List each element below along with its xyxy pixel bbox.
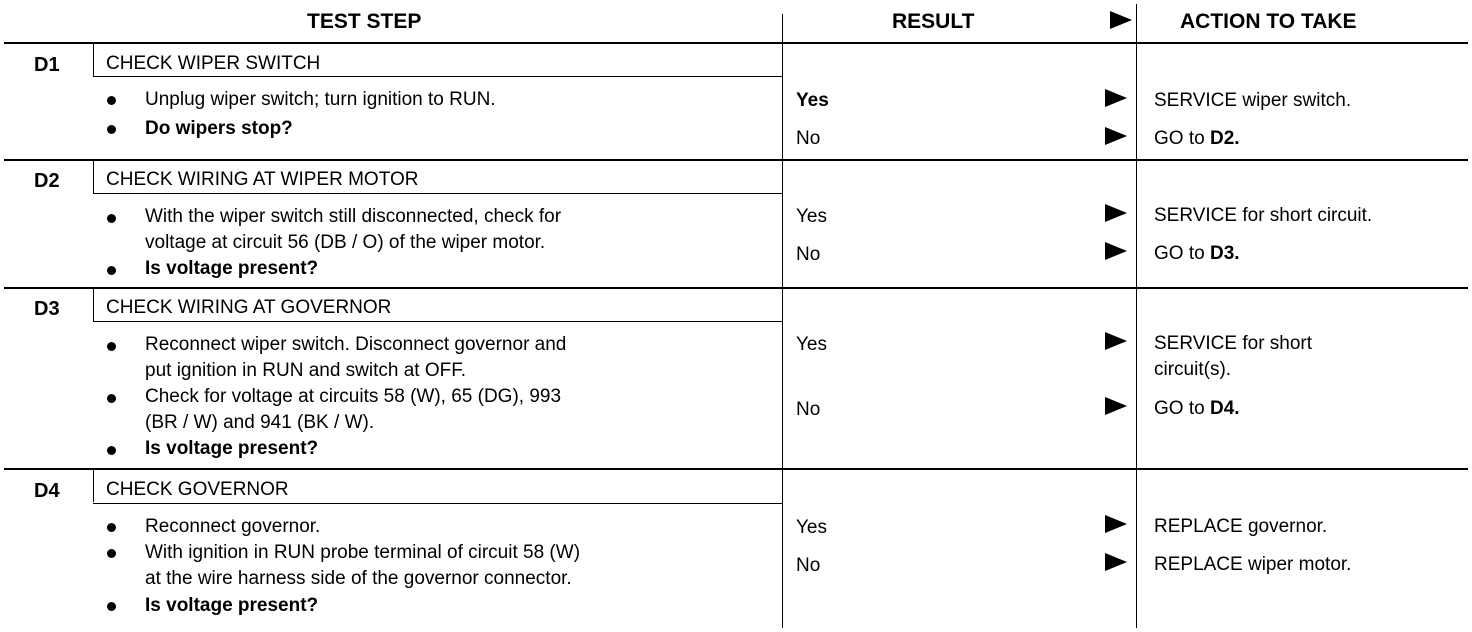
bullet-icon [107, 602, 116, 611]
d3-line-1: Reconnect wiper switch. Disconnect governor and [145, 334, 567, 355]
d4-line-1: Reconnect governor. [145, 516, 321, 537]
d3-action-yes-cont: circuit(s). [1154, 359, 1232, 380]
d4-action-no: REPLACE wiper motor. [1154, 554, 1352, 575]
d1-id-divider [93, 44, 94, 76]
d1-result-yes: Yes [796, 90, 829, 111]
d4-line-3: at the wire harness side of the governor connector. [145, 568, 572, 589]
arrow-icon [1105, 89, 1127, 107]
bullet-icon [107, 523, 116, 532]
d4-top-rule [4, 468, 1468, 470]
d2-top-rule [4, 159, 1468, 161]
arrow-icon [1105, 397, 1127, 415]
d3-line-3: Check for voltage at circuits 58 (W), 65 (DG), 993 [145, 386, 562, 407]
arrow-icon [1105, 553, 1127, 571]
bullet-icon [107, 342, 116, 351]
d4-title-rule [93, 503, 782, 504]
bullet-icon [107, 446, 116, 455]
bullet-icon [107, 125, 116, 134]
bullet-icon [107, 96, 116, 105]
bullet-icon [107, 214, 116, 223]
d2-line-1: With the wiper switch still disconnected, check for [145, 206, 562, 227]
header-action: ACTION TO TAKE [1180, 10, 1357, 33]
d2-result-yes: Yes [796, 206, 827, 227]
arrow-icon [1105, 127, 1127, 145]
d3-result-yes: Yes [796, 334, 827, 355]
d1-action-yes: SERVICE wiper switch. [1154, 90, 1352, 111]
d1-line-1: Unplug wiper switch; turn ignition to RUN. [145, 89, 496, 110]
d1-result-no: No [796, 128, 821, 149]
d1-top-rule [4, 42, 1468, 44]
d3-question: Is voltage present? [145, 438, 319, 459]
header-result: RESULT [892, 10, 975, 33]
step-title-d3: CHECK WIRING AT GOVERNOR [106, 297, 392, 318]
d3-line-2: put ignition in RUN and switch at OFF. [145, 360, 467, 381]
header-test-step: TEST STEP [307, 10, 422, 33]
header-arrow-icon [1110, 11, 1132, 29]
d2-action-no-ref: D3. [1209, 243, 1240, 264]
d1-action-no-ref: D2. [1209, 128, 1240, 149]
d4-result-yes: Yes [796, 517, 827, 538]
arrow-icon [1105, 204, 1127, 222]
d3-id-divider [93, 289, 94, 321]
step-title-d2: CHECK WIRING AT WIPER MOTOR [106, 169, 419, 190]
d4-id-divider [93, 470, 94, 502]
bullet-icon [107, 394, 116, 403]
d3-result-no: No [796, 399, 821, 420]
arrow-icon [1105, 515, 1127, 533]
d2-question: Is voltage present? [145, 258, 319, 279]
d2-result-no: No [796, 244, 821, 265]
result-column-divider [782, 14, 783, 628]
bullet-icon [107, 549, 116, 558]
d3-line-4: (BR / W) and 941 (BK / W). [145, 412, 375, 433]
step-id-d3: D3 [34, 298, 60, 320]
d2-action-no-text: GO to [1154, 243, 1210, 264]
step-id-d4: D4 [34, 480, 60, 502]
step-id-d2: D2 [34, 170, 60, 192]
d4-line-2: With ignition in RUN probe terminal of circuit 58 (W) [145, 542, 581, 563]
step-id-d1: D1 [34, 54, 60, 76]
d2-action-yes: SERVICE for short circuit. [1154, 205, 1373, 226]
d3-action-no-ref: D4. [1209, 398, 1240, 419]
action-column-divider [1136, 4, 1137, 628]
d3-action-no-text: GO to [1154, 398, 1210, 419]
d4-question: Is voltage present? [145, 595, 319, 616]
step-title-d1: CHECK WIPER SWITCH [106, 53, 321, 74]
d2-action-no [1154, 243, 1240, 265]
d1-title-rule [93, 76, 782, 77]
d3-action-yes: SERVICE for short [1154, 333, 1313, 354]
arrow-icon [1105, 242, 1127, 260]
step-title-d4: CHECK GOVERNOR [106, 479, 289, 500]
d1-action-no-text: GO to [1154, 128, 1210, 149]
d3-title-rule [93, 321, 782, 322]
d2-title-rule [93, 193, 782, 194]
d4-result-no: No [796, 555, 821, 576]
bullet-icon [107, 266, 116, 275]
arrow-icon [1105, 332, 1127, 350]
d2-id-divider [93, 161, 94, 193]
d4-action-yes: REPLACE governor. [1154, 516, 1328, 537]
d1-action-no [1154, 128, 1240, 150]
d3-action-no [1154, 398, 1240, 420]
d1-question: Do wipers stop? [145, 118, 293, 139]
d3-top-rule [4, 287, 1468, 289]
d2-line-2: voltage at circuit 56 (DB / O) of the wiper motor. [145, 232, 546, 253]
